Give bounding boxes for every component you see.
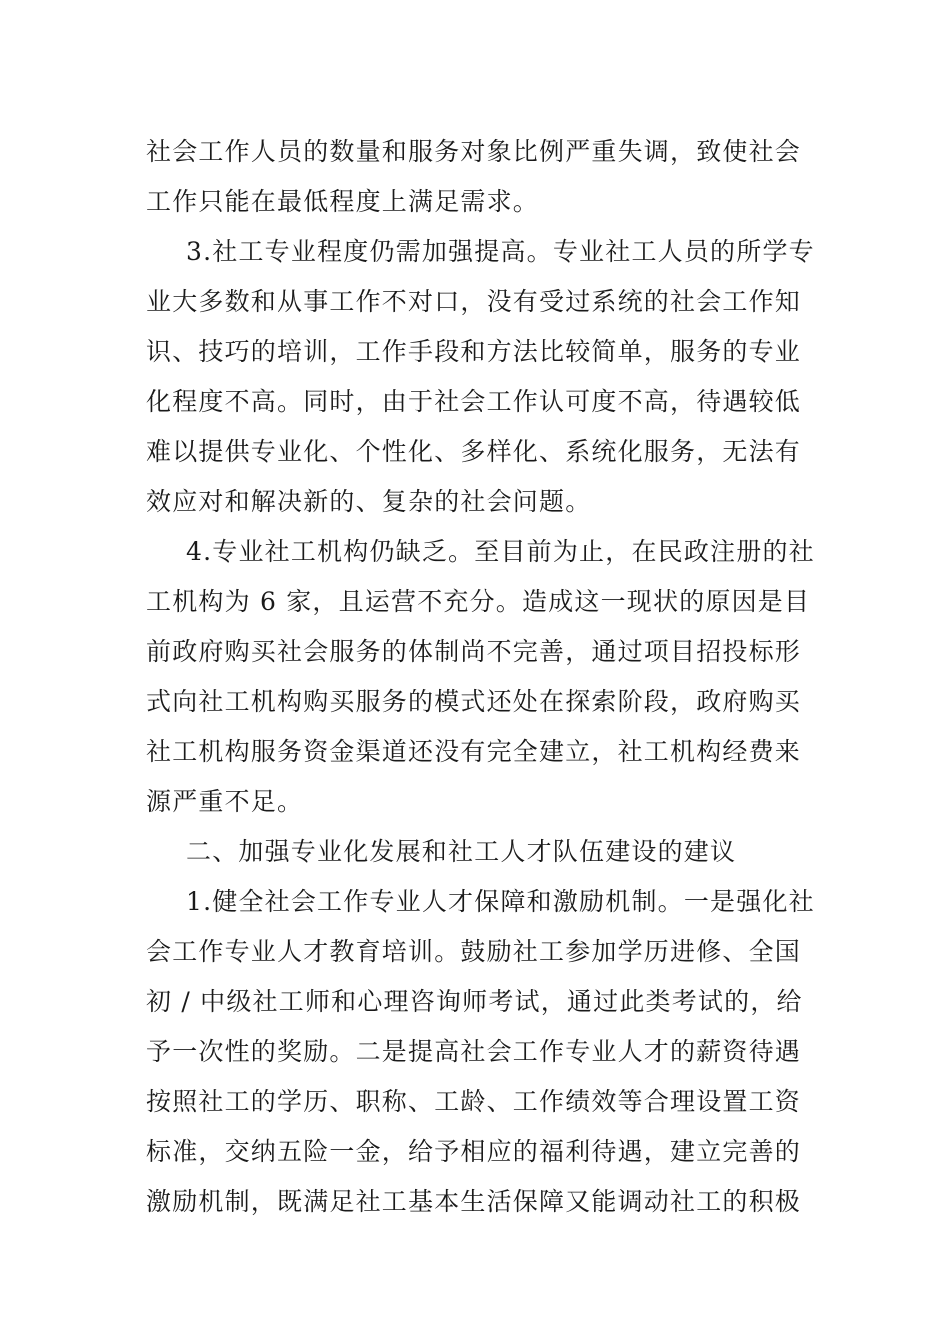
text-line: 工作只能在最低程度上满足需求。 [146,187,540,216]
text-line: 会工作专业人才教育培训。鼓励社工参加学历进修、全国 [146,937,802,966]
text-line: 前政府购买社会服务的体制尚不完善，通过项目招投标形 [146,637,802,666]
text-line: 激励机制，既满足社工基本生活保障又能调动社工的积极 [146,1187,802,1216]
text-line: 工机构为 6 家，且运营不充分。造成这一现状的原因是目 [146,587,811,616]
section-heading: 二、加强专业化发展和社工人才队伍建设的建议 [186,837,737,866]
text-line: 标准，交纳五险一金，给予相应的福利待遇，建立完善的 [146,1137,802,1166]
text-line: 社会工作人员的数量和服务对象比例严重失调，致使社会 [146,137,802,166]
text-line: 效应对和解决新的、复杂的社会问题。 [146,487,592,516]
text-line: 源严重不足。 [146,787,304,816]
text-line: 社工机构服务资金渠道还没有完全建立，社工机构经费来 [146,737,802,766]
text-line: 化程度不高。同时，由于社会工作认可度不高，待遇较低 [146,387,802,416]
text-line: 识、技巧的培训，工作手段和方法比较简单，服务的专业 [146,337,802,366]
text-line: 式向社工机构购买服务的模式还处在探索阶段，政府购买 [146,687,802,716]
text-line: 按照社工的学历、职称、工龄、工作绩效等合理设置工资 [146,1087,802,1116]
text-line: 难以提供专业化、个性化、多样化、系统化服务，无法有 [146,437,802,466]
text-line: 业大多数和从事工作不对口，没有受过系统的社会工作知 [146,287,802,316]
text-line: 初 / 中级社工师和心理咨询师考试，通过此类考试的，给 [146,987,803,1016]
text-line: 予一次性的奖励。二是提高社会工作专业人才的薪资待遇 [146,1037,802,1066]
paragraph-1-heading-line: 1.健全社会工作专业人才保障和激励机制。一是强化社 [186,887,815,916]
paragraph-3-heading-line: 3.社工专业程度仍需加强提高。专业社工人员的所学专 [186,237,815,266]
paragraph-4-heading-line: 4.专业社工机构仍缺乏。至目前为止，在民政注册的社 [186,537,815,566]
